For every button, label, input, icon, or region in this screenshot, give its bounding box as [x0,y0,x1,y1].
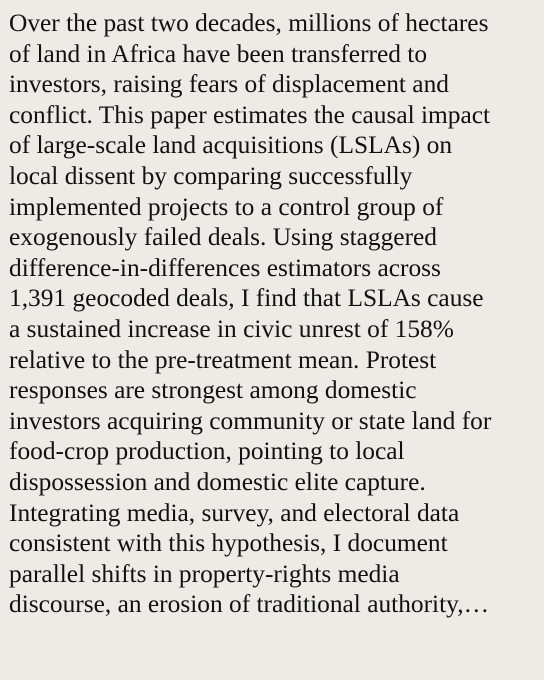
abstract-line: 1,391 geocoded deals, I find that LSLAs cause [9,284,484,313]
abstract-line: conflict. This paper estimates the causal impact [9,100,491,129]
abstract-line: Over the past two decades, millions of hectares [9,9,489,37]
abstract-line: difference-in-differences estimators across [9,253,441,282]
abstract-text [9,8,544,620]
abstract-line: food-crop production, pointing to local [9,437,405,466]
abstract-line: local dissent by comparing successfully [9,161,413,190]
abstract-line: discourse, an erosion of traditional authority,… [9,590,489,619]
abstract-line: consistent with this hypothesis, I document [9,529,448,558]
abstract-line: investors acquiring community or state land for [9,406,492,435]
abstract-line: of large-scale land acquisitions (LSLAs) on [9,131,453,160]
abstract-line: Integrating media, survey, and electoral data [9,498,460,527]
abstract-line: implemented projects to a control group of [9,192,444,221]
abstract-line: exogenously failed deals. Using staggered [9,223,437,252]
abstract-line: dispossession and domestic elite capture. [9,467,426,496]
abstract-line: investors, raising fears of displacement and [9,70,449,99]
abstract-line: a sustained increase in civic unrest of 158% [9,314,454,343]
abstract-line: of land in Africa have been transferred to [9,39,428,68]
abstract-line: parallel shifts in property-rights media [9,559,400,588]
abstract-line: relative to the pre-treatment mean. Protest [9,345,437,374]
abstract-line: responses are strongest among domestic [9,376,417,405]
